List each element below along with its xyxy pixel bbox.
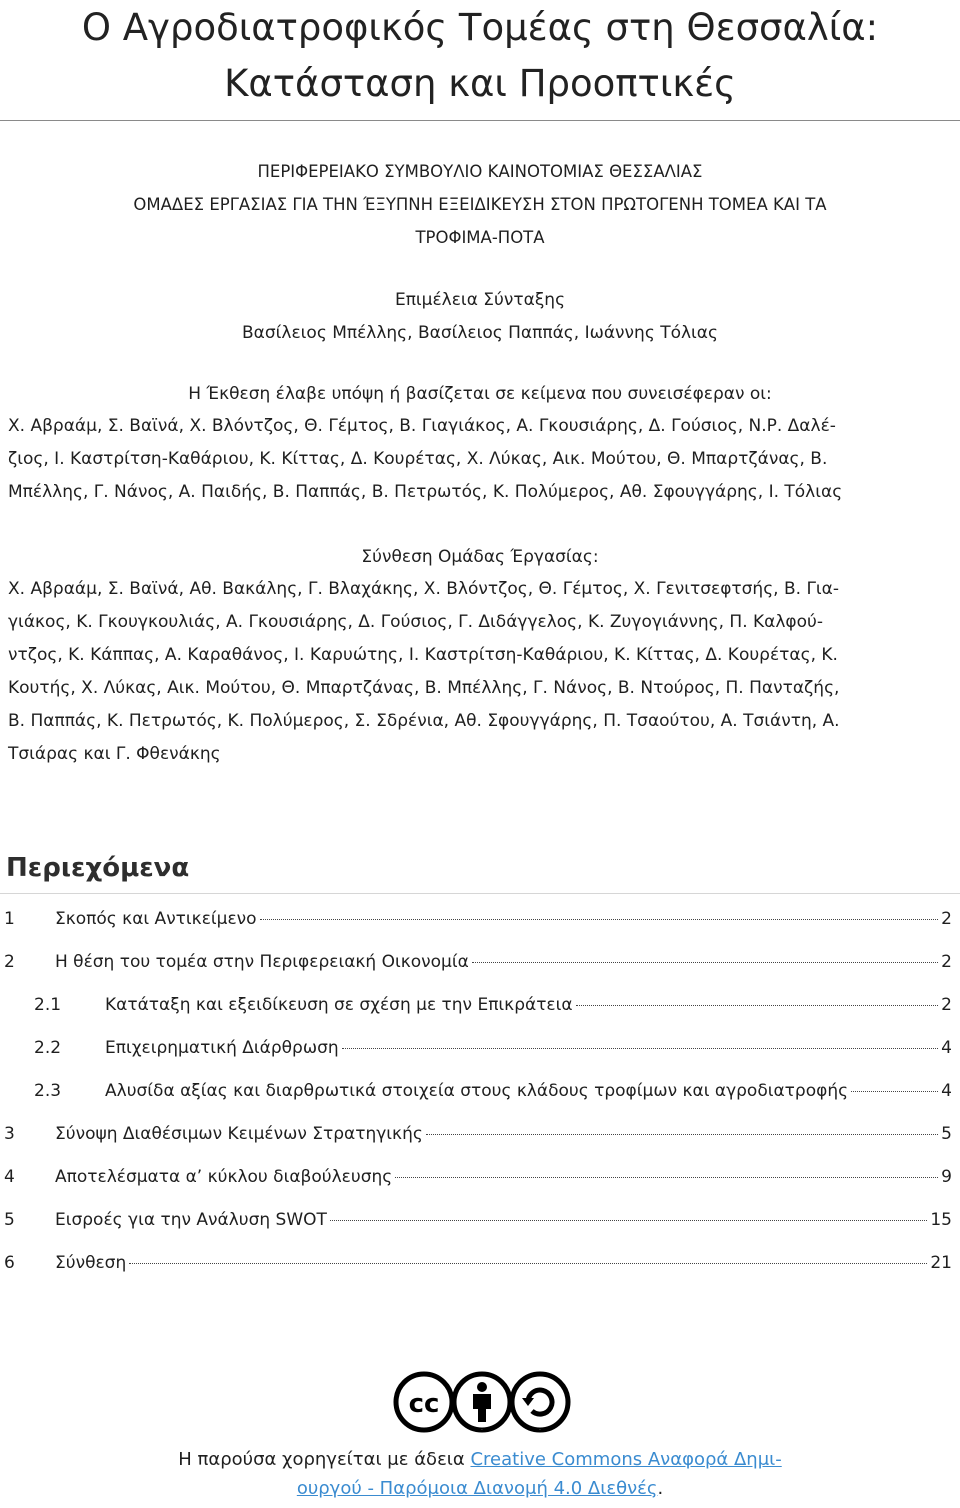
cc-icon	[396, 1374, 452, 1430]
toc-entry-number: 2.1	[34, 994, 62, 1015]
team-list	[8, 573, 952, 771]
header-line-2: ΟΜΑΔΕΣ ΕΡΓΑΣΙΑΣ ΓΙΑ ΤΗΝ ΈΞΥΠΝΗ ΕΞΕΙΔΙΚΕΥΣΗ ΣΤΟΝ ΠΡΩΤΟΓΕΝΗ ΤΟΜΕΑ ΚΑΙ ΤΑ	[133, 195, 827, 214]
license-prefix: Η παρούσα χορηγείται με άδεια	[178, 1449, 471, 1470]
toc-entry-number: 2.3	[34, 1080, 62, 1101]
toc-entry-label: Σύνθεση	[55, 1252, 127, 1273]
toc-entry-label: Σύνοψη Διαθέσιμων Κειμένων Στρατηγικής	[55, 1123, 423, 1144]
toc-entry-page: 21	[930, 1252, 952, 1273]
title-divider	[0, 120, 960, 121]
license-suffix: .	[657, 1478, 664, 1499]
contributors-line-1: Χ. Αβραάμ, Σ. Βαϊνά, Χ. Βλόντζος, Θ. Γέμτος, Β. Γιαγιάκος, Α. Γκουσιάρης, Δ. Γούσιος, Ν.Ρ. Δαλέ-	[8, 416, 836, 436]
toc-entry[interactable]	[0, 897, 960, 940]
editors-section	[0, 284, 960, 350]
contributors-line-2: ζιος, Ι. Καστρίτση-Καθάριου, Κ. Κίττας, Δ. Κουρέτας, Χ. Λύκας, Αικ. Μούτου, Θ. Μπαρτζάνας, Β.	[8, 449, 828, 469]
toc-entry-number: 2.2	[34, 1037, 62, 1058]
toc-entry[interactable]	[0, 1069, 960, 1112]
team-line-3: ντζος, Κ. Κάππας, Α. Καραθάνος, Ι. Καρυώτης, Ι. Καστρίτση-Καθάριου, Κ. Κίττας, Δ. Κουρέτας, Κ.	[8, 645, 838, 665]
header-line-3: ΤΡΟΦΙΜΑ-ΠΟΤΑ	[415, 228, 545, 247]
team-line-6: Τσιάρας και Γ. Φθενάκης	[8, 744, 221, 764]
toc-entry-label: Εισροές για την Ανάλυση SWOT	[55, 1209, 327, 1230]
svg-text:sa: sa	[539, 1430, 541, 1431]
team-line-5: Β. Παππάς, Κ. Πετρωτός, Κ. Πολύμερος, Σ. Σδρένια, Αθ. Σφουγγάρης, Π. Τσαούτου, Α. Τσιάντη, Α.	[8, 711, 840, 731]
toc-leader-dots	[851, 1091, 938, 1092]
toc-leader-dots	[342, 1048, 939, 1049]
toc-entry-label: Σκοπός και Αντικείμενο	[55, 908, 257, 929]
toc-entry-number: 5	[4, 1209, 15, 1230]
toc-entry-label: Επιχειρηματική Διάρθρωση	[105, 1037, 339, 1058]
toc-entry[interactable]	[0, 940, 960, 983]
toc-leader-dots	[129, 1263, 927, 1264]
toc-entry-page: 2	[941, 951, 952, 972]
license-link-part-1[interactable]: Creative Commons Αναφορά Δημι-	[470, 1449, 782, 1470]
toc-entry-number: 1	[4, 908, 15, 929]
contributors-line-3: Μπέλλης, Γ. Νάνος, Α. Παιδής, Β. Παππάς, Β. Πετρωτός, Κ. Πολύμερος, Αθ. Σφουγγάρης, Ι. Τόλιας	[8, 482, 843, 502]
toc-entry-page: 4	[941, 1080, 952, 1101]
svg-text:cc: cc	[408, 1389, 440, 1419]
toc-leader-dots	[426, 1134, 938, 1135]
toc-entry-page: 2	[941, 994, 952, 1015]
toc-entry-number: 4	[4, 1166, 15, 1187]
cc-by-sa-license-badge	[392, 1370, 572, 1434]
attribution-icon	[454, 1374, 510, 1431]
title-line-2: Κατάσταση και Προοπτικές	[224, 62, 736, 105]
toc-title: Περιεχόμενα	[6, 853, 190, 883]
toc-divider	[0, 893, 960, 894]
team-line-2: γιάκος, Κ. Γκουγκουλιάς, Α. Γκουσιάρης, Δ. Γούσιος, Γ. Διδάγγελος, Κ. Ζυγογιάννης, Π. Καλφού-	[8, 612, 824, 632]
toc-leader-dots	[576, 1005, 939, 1006]
toc-leader-dots	[472, 962, 938, 963]
contributors-heading: Η Έκθεση έλαβε υπόψη ή βασίζεται σε κείμενα που συνεισέφεραν οι:	[188, 384, 772, 404]
team-line-1: Χ. Αβραάμ, Σ. Βαϊνά, Αθ. Βακάλης, Γ. Βλαχάκης, Χ. Βλόντζος, Θ. Γέμτος, Χ. Γενιτσεφτσής, Β. Για-	[8, 579, 840, 599]
table-of-contents	[0, 897, 960, 1284]
team-heading: Σύνθεση Ομάδας Έργασίας:	[361, 547, 599, 567]
toc-entry-page: 15	[930, 1209, 952, 1230]
toc-entry[interactable]	[0, 1198, 960, 1241]
toc-leader-dots	[395, 1177, 938, 1178]
share-alike-icon	[512, 1374, 568, 1431]
toc-entry-page: 5	[941, 1123, 952, 1144]
toc-entry-page: 4	[941, 1037, 952, 1058]
toc-leader-dots	[330, 1220, 927, 1221]
contributors-list	[8, 410, 952, 509]
organization-header	[0, 155, 960, 254]
license-link-part-2[interactable]: ουργού - Παρόμοια Διανομή 4.0 Διεθνές	[296, 1478, 658, 1499]
toc-entry-number: 6	[4, 1252, 15, 1273]
team-line-4: Κουτής, Χ. Λύκας, Αικ. Μούτου, Θ. Μπαρτζάνας, Β. Μπέλλης, Γ. Νάνος, Β. Ντούρος, Π. Πανταζής,	[8, 678, 840, 698]
title-line-1: Ο Αγροδιατροφικός Τομέας στη Θεσσαλία:	[81, 6, 879, 49]
toc-entry-label: Αλυσίδα αξίας και διαρθρωτικά στοιχεία στους κλάδους τροφίμων και αγροδιατροφής	[105, 1080, 849, 1101]
toc-entry-label: Η θέση του τομέα στην Περιφερειακή Οικονομία	[55, 951, 469, 972]
toc-entry-number: 3	[4, 1123, 15, 1144]
header-line-1: ΠΕΡΙΦΕΡΕΙΑΚΟ ΣΥΜΒΟΥΛΙΟ ΚΑΙΝΟΤΟΜΙΑΣ ΘΕΣΣΑΛΙΑΣ	[257, 162, 703, 181]
toc-entry-page: 9	[941, 1166, 952, 1187]
license-notice	[0, 1445, 960, 1503]
toc-entry[interactable]	[0, 1112, 960, 1155]
editors-heading: Επιμέλεια Σύνταξης	[394, 290, 566, 310]
toc-entry-number: 2	[4, 951, 15, 972]
document-title	[0, 0, 960, 112]
toc-entry[interactable]	[0, 983, 960, 1026]
toc-entry-label: Αποτελέσματα α’ κύκλου διαβούλευσης	[55, 1166, 393, 1187]
toc-entry-page: 2	[941, 908, 952, 929]
toc-entry[interactable]	[0, 1026, 960, 1069]
toc-entry-label: Κατάταξη και εξειδίκευση σε σχέση με την Επικράτεια	[105, 994, 573, 1015]
svg-text:by: by	[481, 1430, 483, 1431]
toc-leader-dots	[260, 919, 939, 920]
toc-entry[interactable]	[0, 1241, 960, 1284]
toc-entry[interactable]	[0, 1155, 960, 1198]
editors-names: Βασίλειος Μπέλλης, Βασίλειος Παππάς, Ιωάννης Τόλιας	[242, 323, 718, 343]
